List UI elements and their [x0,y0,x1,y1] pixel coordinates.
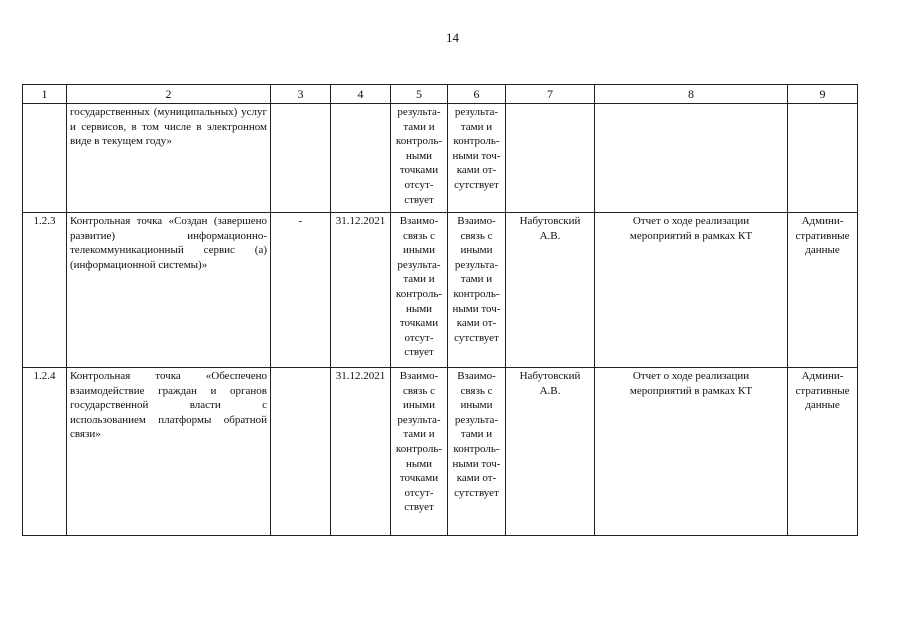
date-cell: 31.12.2021 [331,213,391,368]
document-cell: Отчет о ходе реализации мероприятий в рамках КТ [595,368,788,536]
row-number-cell: 1.2.3 [23,213,67,368]
table-row [23,213,858,368]
name-cell: Контрольная точка «Создан (завершено развитие) информационно-телекоммуникационный сервис (а) (информационной системы)» [67,213,271,368]
name-cell: Контрольная точка «Обеспечено взаимодействие граждан и органов государственной власти с использованием платформы обратной связи» [67,368,271,536]
column-number-cell: 2 [67,85,271,104]
link-out-cell: результа- тами и контроль- ными точ- ками от- сутствует [448,104,506,213]
page-number: 14 [446,30,459,45]
predecessor-cell [271,104,331,213]
column-number-cell: 3 [271,85,331,104]
date-cell: 31.12.2021 [331,368,391,536]
table-row [23,368,858,536]
column-number-cell: 4 [331,85,391,104]
responsible-cell: Набутовский А.В. [506,213,595,368]
column-number-cell: 6 [448,85,506,104]
level-cell: Админи- стративные данные [788,213,858,368]
link-out-cell: Взаимо- связь с иными результа- тами и контроль- ными точ- ками от- сутствует [448,368,506,536]
results-table [22,84,858,536]
column-number-cell: 9 [788,85,858,104]
responsible-cell [506,104,595,213]
responsible-cell: Набутовский А.В. [506,368,595,536]
document-cell [595,104,788,213]
level-cell [788,104,858,213]
column-number-header [23,85,858,104]
predecessor-cell: - [271,213,331,368]
link-in-cell: результа- тами и контроль- ными точками отсут- ствует [391,104,448,213]
table-row [23,104,858,213]
document-cell: Отчет о ходе реализации мероприятий в рамках КТ [595,213,788,368]
link-in-cell: Взаимо- связь с иными результа- тами и контроль- ными точками отсут- ствует [391,368,448,536]
row-number-cell: 1.2.4 [23,368,67,536]
column-number-cell: 7 [506,85,595,104]
column-number-cell: 8 [595,85,788,104]
level-cell: Админи- стративные данные [788,368,858,536]
predecessor-cell [271,368,331,536]
column-number-cell: 5 [391,85,448,104]
date-cell [331,104,391,213]
name-cell: государственных (муниципальных) услуг и сервисов, в том числе в электронном виде в текущем году» [67,104,271,213]
column-number-cell: 1 [23,85,67,104]
link-in-cell: Взаимо- связь с иными результа- тами и контроль- ными точками отсут- ствует [391,213,448,368]
row-number-cell [23,104,67,213]
link-out-cell: Взаимо- связь с иными результа- тами и контроль- ными точ- ками от- сутствует [448,213,506,368]
